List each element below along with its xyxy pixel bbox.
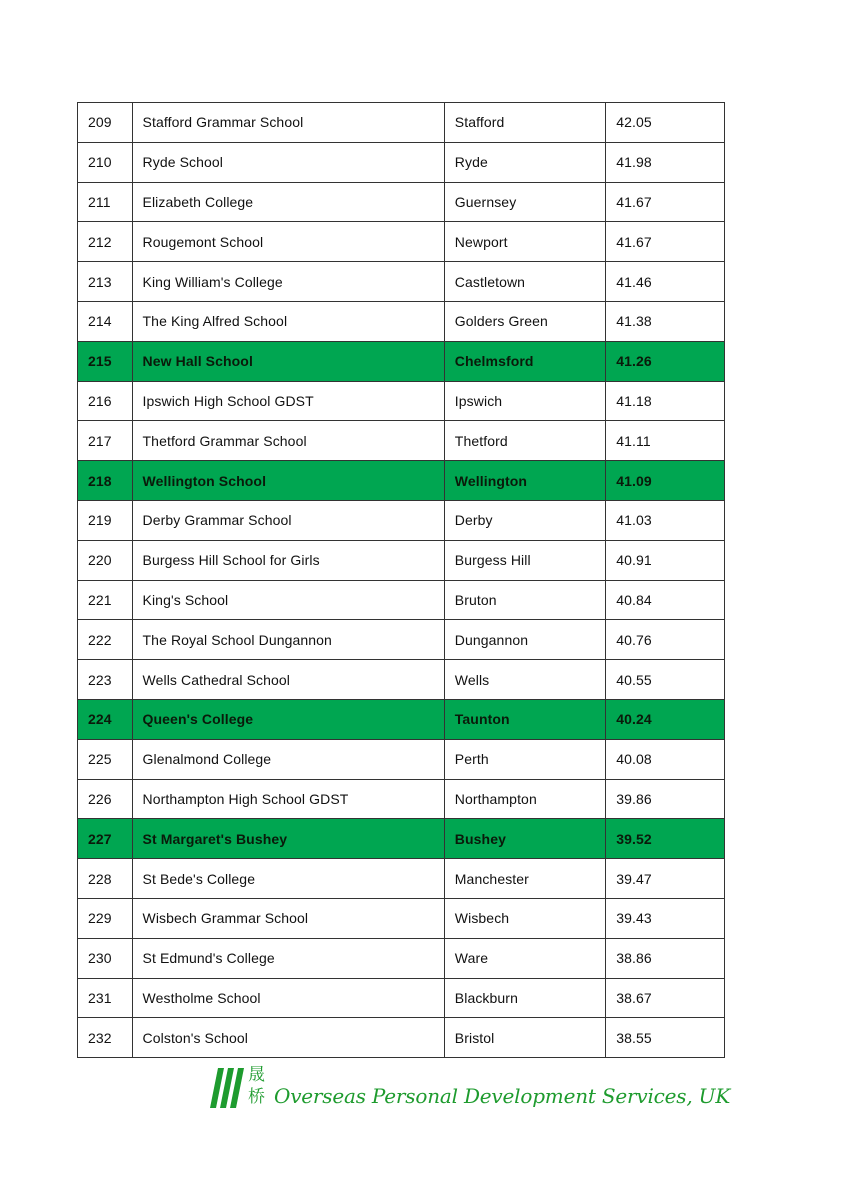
town-cell: Ware bbox=[444, 938, 605, 978]
rank-cell: 216 bbox=[78, 381, 133, 421]
score-cell: 41.18 bbox=[606, 381, 725, 421]
rank-cell: 225 bbox=[78, 739, 133, 779]
rank-cell: 228 bbox=[78, 859, 133, 899]
score-cell: 38.55 bbox=[606, 1018, 725, 1058]
score-cell: 40.55 bbox=[606, 660, 725, 700]
table-row bbox=[78, 978, 725, 1018]
rank-cell: 211 bbox=[78, 182, 133, 222]
school-name-cell: Wellington School bbox=[132, 461, 444, 501]
town-cell: Taunton bbox=[444, 699, 605, 739]
town-cell: Bristol bbox=[444, 1018, 605, 1058]
table-row bbox=[78, 381, 725, 421]
score-cell: 41.38 bbox=[606, 301, 725, 341]
town-cell: Newport bbox=[444, 222, 605, 262]
table-row bbox=[78, 142, 725, 182]
score-cell: 39.43 bbox=[606, 898, 725, 938]
school-name-cell: Rougemont School bbox=[132, 222, 444, 262]
school-name-cell: King William's College bbox=[132, 262, 444, 302]
town-cell: Guernsey bbox=[444, 182, 605, 222]
rank-cell: 209 bbox=[78, 103, 133, 143]
school-name-cell: Stafford Grammar School bbox=[132, 103, 444, 143]
school-name-cell: Queen's College bbox=[132, 699, 444, 739]
table-row bbox=[78, 898, 725, 938]
rank-cell: 226 bbox=[78, 779, 133, 819]
score-cell: 41.67 bbox=[606, 222, 725, 262]
town-cell: Ryde bbox=[444, 142, 605, 182]
school-name-cell: Northampton High School GDST bbox=[132, 779, 444, 819]
brand-stripes-logo-icon bbox=[210, 1068, 244, 1108]
town-cell: Wisbech bbox=[444, 898, 605, 938]
score-cell: 40.08 bbox=[606, 739, 725, 779]
school-name-cell: King's School bbox=[132, 580, 444, 620]
score-cell: 41.98 bbox=[606, 142, 725, 182]
town-cell: Derby bbox=[444, 500, 605, 540]
school-name-cell: Wisbech Grammar School bbox=[132, 898, 444, 938]
school-name-cell: St Margaret's Bushey bbox=[132, 819, 444, 859]
rank-cell: 227 bbox=[78, 819, 133, 859]
school-name-cell: The Royal School Dungannon bbox=[132, 620, 444, 660]
score-cell: 41.26 bbox=[606, 341, 725, 381]
town-cell: Chelmsford bbox=[444, 341, 605, 381]
town-cell: Ipswich bbox=[444, 381, 605, 421]
rank-cell: 219 bbox=[78, 500, 133, 540]
table-row bbox=[78, 580, 725, 620]
town-cell: Dungannon bbox=[444, 620, 605, 660]
score-cell: 41.03 bbox=[606, 500, 725, 540]
score-cell: 41.67 bbox=[606, 182, 725, 222]
town-cell: Burgess Hill bbox=[444, 540, 605, 580]
score-cell: 40.91 bbox=[606, 540, 725, 580]
score-cell: 38.86 bbox=[606, 938, 725, 978]
table-row bbox=[78, 660, 725, 700]
table-row bbox=[78, 103, 725, 143]
score-cell: 40.24 bbox=[606, 699, 725, 739]
table-row bbox=[78, 262, 725, 302]
table-row bbox=[78, 421, 725, 461]
school-name-cell: Elizabeth College bbox=[132, 182, 444, 222]
rank-cell: 218 bbox=[78, 461, 133, 501]
rank-cell: 222 bbox=[78, 620, 133, 660]
brand-chinese-logo bbox=[248, 1064, 272, 1108]
rank-cell: 215 bbox=[78, 341, 133, 381]
table-row bbox=[78, 301, 725, 341]
rank-cell: 212 bbox=[78, 222, 133, 262]
score-cell: 40.76 bbox=[606, 620, 725, 660]
table-row bbox=[78, 699, 725, 739]
score-cell: 39.52 bbox=[606, 819, 725, 859]
rank-cell: 221 bbox=[78, 580, 133, 620]
rank-cell: 223 bbox=[78, 660, 133, 700]
rank-cell: 220 bbox=[78, 540, 133, 580]
table-row bbox=[78, 500, 725, 540]
rank-cell: 224 bbox=[78, 699, 133, 739]
table-row bbox=[78, 1018, 725, 1058]
score-cell: 40.84 bbox=[606, 580, 725, 620]
school-name-cell: Burgess Hill School for Girls bbox=[132, 540, 444, 580]
rank-cell: 214 bbox=[78, 301, 133, 341]
table-row bbox=[78, 859, 725, 899]
page-footer bbox=[210, 1064, 731, 1114]
town-cell: Wells bbox=[444, 660, 605, 700]
town-cell: Blackburn bbox=[444, 978, 605, 1018]
rank-cell: 230 bbox=[78, 938, 133, 978]
table-row bbox=[78, 182, 725, 222]
table-row bbox=[78, 819, 725, 859]
rank-cell: 213 bbox=[78, 262, 133, 302]
score-cell: 39.47 bbox=[606, 859, 725, 899]
table-row bbox=[78, 341, 725, 381]
score-cell: 42.05 bbox=[606, 103, 725, 143]
table-row bbox=[78, 461, 725, 501]
school-ranking-table bbox=[77, 102, 725, 1058]
rank-cell: 217 bbox=[78, 421, 133, 461]
ranking-table-body bbox=[78, 103, 725, 1058]
school-name-cell: Thetford Grammar School bbox=[132, 421, 444, 461]
town-cell: Manchester bbox=[444, 859, 605, 899]
town-cell: Bruton bbox=[444, 580, 605, 620]
rank-cell: 229 bbox=[78, 898, 133, 938]
school-name-cell: St Bede's College bbox=[132, 859, 444, 899]
score-cell: 41.11 bbox=[606, 421, 725, 461]
score-cell: 38.67 bbox=[606, 978, 725, 1018]
score-cell: 41.46 bbox=[606, 262, 725, 302]
organization-name: Overseas Personal Development Services, UK bbox=[274, 1084, 731, 1108]
table-row bbox=[78, 620, 725, 660]
table-row bbox=[78, 739, 725, 779]
town-cell: Castletown bbox=[444, 262, 605, 302]
logo-char-top: 晟 bbox=[248, 1065, 265, 1085]
school-name-cell: Derby Grammar School bbox=[132, 500, 444, 540]
table-row bbox=[78, 540, 725, 580]
score-cell: 39.86 bbox=[606, 779, 725, 819]
school-name-cell: The King Alfred School bbox=[132, 301, 444, 341]
school-name-cell: New Hall School bbox=[132, 341, 444, 381]
town-cell: Stafford bbox=[444, 103, 605, 143]
table-row bbox=[78, 222, 725, 262]
town-cell: Golders Green bbox=[444, 301, 605, 341]
score-cell: 41.09 bbox=[606, 461, 725, 501]
rank-cell: 232 bbox=[78, 1018, 133, 1058]
school-name-cell: Glenalmond College bbox=[132, 739, 444, 779]
school-name-cell: St Edmund's College bbox=[132, 938, 444, 978]
town-cell: Northampton bbox=[444, 779, 605, 819]
school-name-cell: Colston's School bbox=[132, 1018, 444, 1058]
school-name-cell: Ipswich High School GDST bbox=[132, 381, 444, 421]
table-row bbox=[78, 938, 725, 978]
town-cell: Bushey bbox=[444, 819, 605, 859]
table-row bbox=[78, 779, 725, 819]
town-cell: Perth bbox=[444, 739, 605, 779]
school-name-cell: Ryde School bbox=[132, 142, 444, 182]
rank-cell: 231 bbox=[78, 978, 133, 1018]
school-name-cell: Westholme School bbox=[132, 978, 444, 1018]
school-name-cell: Wells Cathedral School bbox=[132, 660, 444, 700]
rank-cell: 210 bbox=[78, 142, 133, 182]
town-cell: Wellington bbox=[444, 461, 605, 501]
town-cell: Thetford bbox=[444, 421, 605, 461]
logo-char-bottom: 桥 bbox=[248, 1087, 265, 1107]
